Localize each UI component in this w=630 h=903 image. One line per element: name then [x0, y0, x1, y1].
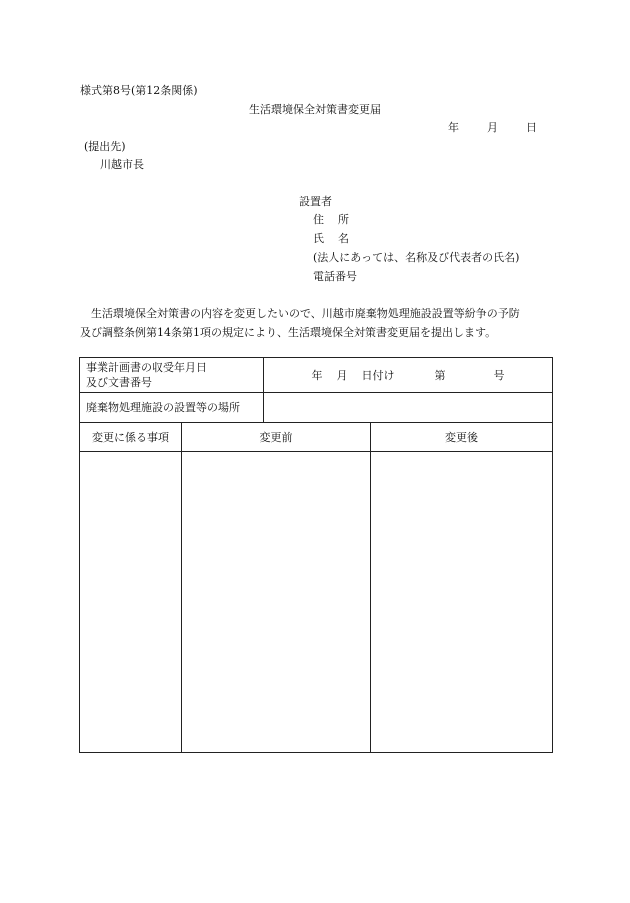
- column-header-item: 変更に係る事項: [80, 423, 182, 452]
- receipt-label-line-1: 事業計画書の収受年月日: [86, 361, 207, 374]
- table-row: [80, 452, 553, 753]
- table-row: [80, 358, 553, 393]
- change-item-cell[interactable]: [80, 452, 182, 753]
- recipient-name: 川越市長: [100, 158, 144, 171]
- applicant-phone-label: 電話番号: [313, 270, 357, 283]
- receipt-day-label: 日付け: [361, 369, 395, 382]
- receipt-month-label: 月: [336, 369, 348, 382]
- after-value-cell[interactable]: [371, 452, 553, 753]
- receipt-label-cell: [80, 358, 264, 393]
- address-char-1: 住: [313, 213, 324, 226]
- applicant-address-label: [313, 213, 349, 226]
- date-line: [448, 121, 537, 134]
- body-paragraph: [80, 304, 552, 342]
- recipient-label: (提出先): [84, 140, 126, 153]
- column-header-before: 変更前: [182, 423, 371, 452]
- receipt-go-label: 号: [493, 369, 505, 382]
- name-char-2: 名: [338, 232, 349, 245]
- before-value-cell[interactable]: [182, 452, 371, 753]
- location-value-cell[interactable]: [264, 393, 553, 423]
- applicant-name-label: [313, 232, 349, 245]
- change-form-table: [79, 357, 553, 753]
- date-month-label: 月: [487, 121, 498, 134]
- applicant-heading: 設置者: [299, 195, 332, 208]
- table-header-row: [80, 423, 553, 452]
- date-year-label: 年: [448, 121, 459, 134]
- receipt-year-label: 年: [311, 369, 323, 382]
- body-line-2: 及び調整条例第14条第1項の規定により、生活環境保全対策書変更届を提出します。: [80, 326, 497, 339]
- table-row: [80, 393, 553, 423]
- receipt-dai-label: 第: [434, 369, 446, 382]
- receipt-date-cell[interactable]: [264, 358, 553, 393]
- name-char-1: 氏: [313, 232, 324, 245]
- body-line-1: 生活環境保全対策書の内容を変更したいので、川越市廃棄物処理施設設置等紛争の予防: [91, 307, 520, 320]
- date-day-label: 日: [526, 121, 537, 134]
- location-label-cell: 廃棄物処理施設の設置等の場所: [80, 393, 264, 423]
- document-title: 生活環境保全対策書変更届: [249, 103, 381, 116]
- form-number: 様式第8号(第12条関係): [80, 84, 198, 97]
- address-char-2: 所: [338, 213, 349, 226]
- column-header-after: 変更後: [371, 423, 553, 452]
- applicant-corporate-note: (法人にあっては、名称及び代表者の氏名): [313, 251, 520, 264]
- receipt-label-line-2: 及び文書番号: [86, 376, 152, 389]
